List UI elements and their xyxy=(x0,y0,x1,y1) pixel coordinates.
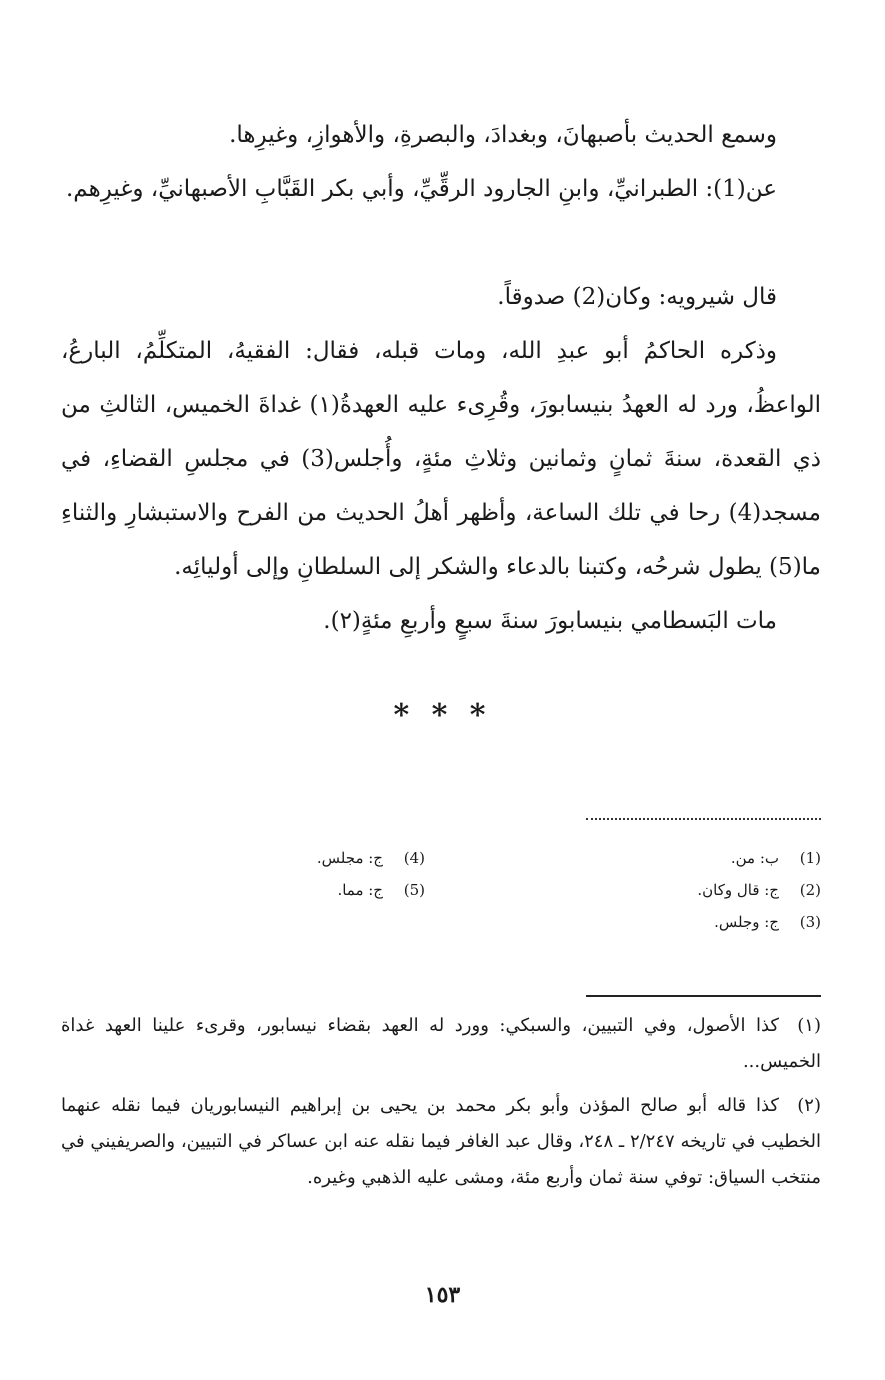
dotted-divider xyxy=(586,818,821,820)
footnote-1: (١)كذا الأصول، وفي التبيين، والسبكي: وورد له العهد بقضاء نيسابور، وقرىء علينا العهد غداة الخميس... xyxy=(61,1015,821,1072)
variant-notes-column-left xyxy=(317,842,425,906)
variant-note: (2)ج: قال وكان. xyxy=(697,881,821,899)
variant-note: (5)ج: مما. xyxy=(337,881,425,899)
variant-note: (3)ج: وجلس. xyxy=(714,913,821,931)
paragraph-death: مات البَسطامي بنيسابورَ سنةَ سبعٍ وأربعِ مئةٍ(٢). xyxy=(323,608,777,634)
footnote-2: (٢)كذا قاله أبو صالح المؤذن وأبو بكر محمد بن يحيى بن إبراهيم النيسابوريان فيما نقله عنهما الخطيب في تاريخه ٢/٢٤٧ ـ ٢٤٨، وقال عبد الغافر فيما نقله عنه ابن عساكر في التبيين، والصريفيني في منتخب السياق: توفي سنة ثمان وأربع مئة، ومشى عليه الذهبي وغيره. xyxy=(61,1095,821,1188)
paragraph-shirawayh: قال شيرويه: وكان(2) صدوقاً. xyxy=(497,284,777,310)
footnote-rule xyxy=(586,995,821,997)
paragraph-hearing: وسمع الحديث بأصبهانَ، وبغدادَ، والبصرةِ، والأهوازِ، وغيرِها. xyxy=(229,122,777,148)
page-number: ١٥٣ xyxy=(424,1282,461,1308)
section-separator: * * * xyxy=(393,698,492,733)
variant-notes-column-right xyxy=(697,842,821,938)
paragraph-teachers: عن(1): الطبرانيِّ، وابنِ الجارود الرقِّيِّ، وأبي بكر القَبَّابِ الأصبهانيِّ، وغيرِهم. xyxy=(65,176,777,202)
paragraph-hakim: وذكره الحاكمُ أبو عبدِ الله، ومات قبله، فقال: الفقيهُ، المتكلِّمُ، البارعُ، الواعظُ، ورد له العهدُ بنيسابورَ، وقُرِىء عليه العهدةُ(١) غداةَ الخميس، الثالثِ من ذي القعدة، سنةَ ثمانٍ وثمانين وثلاثِ مئةٍ، وأُجلس(3) في مجلسِ القضاءِ، في مسجد(4) رحا في تلك الساعة، وأظهر أهلُ الحديث من الفرح والاستبشارِ والثناءِ ما(5) يطول شرحُه، وكتبنا بالدعاء والشكر إلى السلطانِ وإلى أوليائِه. xyxy=(61,338,821,580)
variant-note: (1)ب: من. xyxy=(730,849,821,867)
variant-note: (4)ج: مجلس. xyxy=(316,849,425,867)
